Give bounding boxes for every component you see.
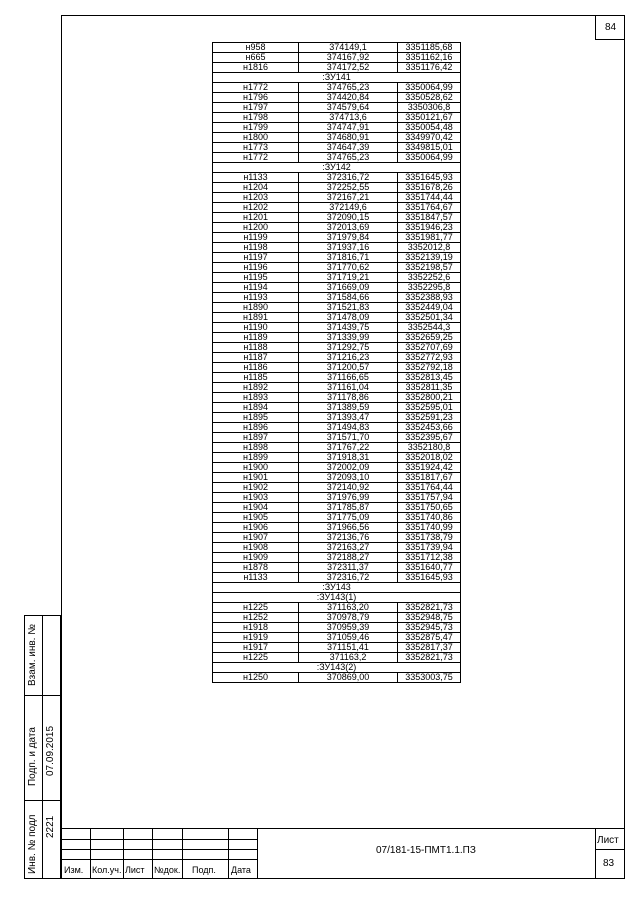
x-coordinate: 372167,21 (299, 193, 398, 203)
section-row (213, 583, 461, 593)
y-coordinate: 3352395,67 (398, 433, 461, 443)
point-id: н1187 (213, 353, 299, 363)
x-coordinate: 372316,72 (299, 173, 398, 183)
table-row (213, 483, 461, 493)
table-row (213, 503, 461, 513)
point-id: н1772 (213, 83, 299, 93)
x-coordinate: 371719,21 (299, 273, 398, 283)
x-coordinate: 371767,22 (299, 443, 398, 453)
table-row (213, 123, 461, 133)
point-id: н1906 (213, 523, 299, 533)
y-coordinate: 3352252,6 (398, 273, 461, 283)
table-row (213, 513, 461, 523)
point-id: н1907 (213, 533, 299, 543)
point-id: н1199 (213, 233, 299, 243)
x-coordinate: 371161,04 (299, 383, 398, 393)
x-coordinate: 372013,69 (299, 223, 398, 233)
y-coordinate: 3351764,67 (398, 203, 461, 213)
y-coordinate: 3352821,73 (398, 603, 461, 613)
y-coordinate: 3351176,42 (398, 63, 461, 73)
point-id: н1893 (213, 393, 299, 403)
y-coordinate: 3351847,57 (398, 213, 461, 223)
x-coordinate: 372140,92 (299, 483, 398, 493)
y-coordinate: 3351924,42 (398, 463, 461, 473)
point-id: н1190 (213, 323, 299, 333)
y-coordinate: 3351640,77 (398, 563, 461, 573)
x-coordinate: 371163,20 (299, 603, 398, 613)
point-id: н1203 (213, 193, 299, 203)
y-coordinate: 3351817,67 (398, 473, 461, 483)
point-id: н1900 (213, 463, 299, 473)
x-coordinate: 371389,59 (299, 403, 398, 413)
y-coordinate: 3350064,99 (398, 83, 461, 93)
podp-label: Подп. и дата (27, 727, 38, 786)
table-row (213, 573, 461, 583)
table-row (213, 53, 461, 63)
x-coordinate: 371494,83 (299, 423, 398, 433)
x-coordinate: 371937,16 (299, 243, 398, 253)
table-row (213, 203, 461, 213)
x-coordinate: 371178,86 (299, 393, 398, 403)
table-row (213, 323, 461, 333)
y-coordinate: 3351645,93 (398, 573, 461, 583)
x-coordinate: 372316,72 (299, 573, 398, 583)
point-id: н1901 (213, 473, 299, 483)
sheet-number: 83 (603, 858, 615, 869)
x-coordinate: 374713,6 (299, 113, 398, 123)
title-block (61, 828, 625, 879)
y-coordinate: 3352659,25 (398, 333, 461, 343)
x-coordinate: 371439,75 (299, 323, 398, 333)
y-coordinate: 3351764,44 (398, 483, 461, 493)
x-coordinate: 372093,10 (299, 473, 398, 483)
point-id: н1201 (213, 213, 299, 223)
y-coordinate: 3352453,66 (398, 423, 461, 433)
x-coordinate: 371571,70 (299, 433, 398, 443)
table-row (213, 193, 461, 203)
table-row (213, 43, 461, 53)
point-id: н1225 (213, 603, 299, 613)
point-id: н1186 (213, 363, 299, 373)
point-id: н1891 (213, 313, 299, 323)
x-coordinate: 374765,23 (299, 83, 398, 93)
point-id: н1189 (213, 333, 299, 343)
point-id: н1899 (213, 453, 299, 463)
table-row (213, 633, 461, 643)
table-row (213, 153, 461, 163)
x-coordinate: 371770,62 (299, 263, 398, 273)
y-coordinate: 3352591,23 (398, 413, 461, 423)
point-id: н1904 (213, 503, 299, 513)
table-row (213, 523, 461, 533)
table-row (213, 143, 461, 153)
x-coordinate: 372163,27 (299, 543, 398, 553)
point-id: н1193 (213, 293, 299, 303)
section-label: :ЗУ143(2) (213, 663, 461, 673)
table-row (213, 343, 461, 353)
y-coordinate: 3352295,8 (398, 283, 461, 293)
col-izm: Изм. (64, 865, 84, 875)
y-coordinate: 3352800,21 (398, 393, 461, 403)
point-id: н1133 (213, 573, 299, 583)
x-coordinate: 372090,15 (299, 213, 398, 223)
point-id: н1878 (213, 563, 299, 573)
point-id: н1890 (213, 303, 299, 313)
sheet-label: Лист (597, 835, 619, 846)
point-id: н1896 (213, 423, 299, 433)
x-coordinate: 371339,99 (299, 333, 398, 343)
table-row (213, 273, 461, 283)
table-row (213, 613, 461, 623)
table-row (213, 423, 461, 433)
table-row (213, 673, 461, 683)
table-row (213, 213, 461, 223)
point-id: н1133 (213, 173, 299, 183)
table-row (213, 223, 461, 233)
inv-value: 2221 (45, 815, 56, 838)
table-row (213, 443, 461, 453)
table-row (213, 313, 461, 323)
x-coordinate: 374172,52 (299, 63, 398, 73)
point-id: н1909 (213, 553, 299, 563)
x-coordinate: 370959,39 (299, 623, 398, 633)
table-row (213, 413, 461, 423)
document-code: 07/181-15-ПМТ1.1.ПЗ (376, 845, 476, 856)
point-id: н1894 (213, 403, 299, 413)
table-row (213, 373, 461, 383)
table-row (213, 303, 461, 313)
x-coordinate: 374167,92 (299, 53, 398, 63)
col-data: Дата (231, 865, 251, 875)
y-coordinate: 3351645,93 (398, 173, 461, 183)
table-row (213, 173, 461, 183)
y-coordinate: 3351678,26 (398, 183, 461, 193)
y-coordinate: 3353003,75 (398, 673, 461, 683)
inv-label: Инв. № подл (27, 814, 38, 874)
y-coordinate: 3352813,45 (398, 373, 461, 383)
table-row (213, 603, 461, 613)
table-row (213, 493, 461, 503)
page-number: 84 (595, 15, 625, 40)
y-coordinate: 3349970,42 (398, 133, 461, 143)
x-coordinate: 371584,66 (299, 293, 398, 303)
x-coordinate: 374765,23 (299, 153, 398, 163)
point-id: н1799 (213, 123, 299, 133)
point-id: н1898 (213, 443, 299, 453)
table-row (213, 543, 461, 553)
point-id: н958 (213, 43, 299, 53)
x-coordinate: 372149,6 (299, 203, 398, 213)
y-coordinate: 3352012,8 (398, 243, 461, 253)
table-row (213, 283, 461, 293)
x-coordinate: 371816,71 (299, 253, 398, 263)
x-coordinate: 371200,57 (299, 363, 398, 373)
table-row (213, 353, 461, 363)
x-coordinate: 374579,64 (299, 103, 398, 113)
point-id: н1202 (213, 203, 299, 213)
point-id: н1918 (213, 623, 299, 633)
table-row (213, 293, 461, 303)
y-coordinate: 3352501,34 (398, 313, 461, 323)
x-coordinate: 371393,47 (299, 413, 398, 423)
point-id: н1908 (213, 543, 299, 553)
section-label: :ЗУ143 (213, 583, 461, 593)
y-coordinate: 3352449,04 (398, 303, 461, 313)
point-id: н1196 (213, 263, 299, 273)
point-id: н1905 (213, 513, 299, 523)
point-id: н1892 (213, 383, 299, 393)
y-coordinate: 3351739,94 (398, 543, 461, 553)
x-coordinate: 371216,23 (299, 353, 398, 363)
table-row (213, 103, 461, 113)
point-id: н1225 (213, 653, 299, 663)
y-coordinate: 3350121,67 (398, 113, 461, 123)
y-coordinate: 3352945,73 (398, 623, 461, 633)
side-stamp (24, 615, 61, 879)
point-id: н1195 (213, 273, 299, 283)
point-id: н1917 (213, 643, 299, 653)
point-id: н1895 (213, 413, 299, 423)
y-coordinate: 3351740,99 (398, 523, 461, 533)
col-ndok: №док. (154, 865, 181, 875)
section-row (213, 663, 461, 673)
section-row (213, 163, 461, 173)
y-coordinate: 3351185,68 (398, 43, 461, 53)
point-id: н1919 (213, 633, 299, 643)
table-row (213, 263, 461, 273)
x-coordinate: 370869,00 (299, 673, 398, 683)
table-row (213, 473, 461, 483)
table-row (213, 83, 461, 93)
point-id: н1816 (213, 63, 299, 73)
y-coordinate: 3350306,8 (398, 103, 461, 113)
x-coordinate: 372188,27 (299, 553, 398, 563)
table-row (213, 463, 461, 473)
y-coordinate: 3352544,3 (398, 323, 461, 333)
point-id: н1772 (213, 153, 299, 163)
table-row (213, 253, 461, 263)
table-row (213, 563, 461, 573)
section-label: :ЗУ141 (213, 73, 461, 83)
x-coordinate: 374747,91 (299, 123, 398, 133)
y-coordinate: 3351738,79 (398, 533, 461, 543)
col-podp: Подп. (192, 865, 216, 875)
y-coordinate: 3352388,93 (398, 293, 461, 303)
table-row (213, 453, 461, 463)
table-row (213, 363, 461, 373)
x-coordinate: 370978,79 (299, 613, 398, 623)
x-coordinate: 371918,31 (299, 453, 398, 463)
y-coordinate: 3352018,02 (398, 453, 461, 463)
podp-date: 07.09.2015 (45, 725, 56, 776)
point-id: н1897 (213, 433, 299, 443)
y-coordinate: 3352595,01 (398, 403, 461, 413)
y-coordinate: 3350054,48 (398, 123, 461, 133)
point-id: н1800 (213, 133, 299, 143)
x-coordinate: 371059,46 (299, 633, 398, 643)
y-coordinate: 3351744,44 (398, 193, 461, 203)
table-row (213, 653, 461, 663)
point-id: н1903 (213, 493, 299, 503)
table-row (213, 433, 461, 443)
point-id: н1902 (213, 483, 299, 493)
point-id: н1252 (213, 613, 299, 623)
point-id: н1188 (213, 343, 299, 353)
y-coordinate: 3352792,18 (398, 363, 461, 373)
y-coordinate: 3352821,73 (398, 653, 461, 663)
x-coordinate: 374647,39 (299, 143, 398, 153)
x-coordinate: 371785,87 (299, 503, 398, 513)
table-row (213, 243, 461, 253)
y-coordinate: 3352817,37 (398, 643, 461, 653)
table-row (213, 553, 461, 563)
point-id: н1200 (213, 223, 299, 233)
section-row (213, 593, 461, 603)
point-id: н1197 (213, 253, 299, 263)
vzam-label: Взам. инв. № (27, 624, 38, 686)
table-row (213, 133, 461, 143)
y-coordinate: 3352180,8 (398, 443, 461, 453)
x-coordinate: 372311,37 (299, 563, 398, 573)
x-coordinate: 372002,09 (299, 463, 398, 473)
point-id: н1194 (213, 283, 299, 293)
x-coordinate: 371166,65 (299, 373, 398, 383)
table-row (213, 63, 461, 73)
point-id: н665 (213, 53, 299, 63)
x-coordinate: 374420,84 (299, 93, 398, 103)
y-coordinate: 3350528,62 (398, 93, 461, 103)
y-coordinate: 3351162,16 (398, 53, 461, 63)
y-coordinate: 3351981,77 (398, 233, 461, 243)
y-coordinate: 3352875,47 (398, 633, 461, 643)
table-row (213, 383, 461, 393)
x-coordinate: 371669,09 (299, 283, 398, 293)
point-id: н1773 (213, 143, 299, 153)
y-coordinate: 3352139,19 (398, 253, 461, 263)
y-coordinate: 3350064,99 (398, 153, 461, 163)
table-row (213, 533, 461, 543)
y-coordinate: 3352811,35 (398, 383, 461, 393)
point-id: н1198 (213, 243, 299, 253)
point-id: н1204 (213, 183, 299, 193)
point-id: н1796 (213, 93, 299, 103)
x-coordinate: 371151,41 (299, 643, 398, 653)
table-row (213, 233, 461, 243)
coordinates-table (212, 42, 461, 683)
point-id: н1250 (213, 673, 299, 683)
y-coordinate: 3351740,86 (398, 513, 461, 523)
y-coordinate: 3349815,01 (398, 143, 461, 153)
section-label: :ЗУ143(1) (213, 593, 461, 603)
x-coordinate: 371163,2 (299, 653, 398, 663)
x-coordinate: 374680,91 (299, 133, 398, 143)
x-coordinate: 371292,75 (299, 343, 398, 353)
y-coordinate: 3351750,65 (398, 503, 461, 513)
x-coordinate: 371966,56 (299, 523, 398, 533)
x-coordinate: 371521,83 (299, 303, 398, 313)
table-row (213, 333, 461, 343)
point-id: н1797 (213, 103, 299, 113)
x-coordinate: 371478,09 (299, 313, 398, 323)
y-coordinate: 3351712,38 (398, 553, 461, 563)
y-coordinate: 3351946,23 (398, 223, 461, 233)
col-list: Лист (125, 865, 145, 875)
x-coordinate: 371976,99 (299, 493, 398, 503)
x-coordinate: 372136,76 (299, 533, 398, 543)
table-row (213, 403, 461, 413)
y-coordinate: 3352198,57 (398, 263, 461, 273)
y-coordinate: 3352948,75 (398, 613, 461, 623)
x-coordinate: 371979,84 (299, 233, 398, 243)
y-coordinate: 3352772,93 (398, 353, 461, 363)
x-coordinate: 371775,09 (299, 513, 398, 523)
table-row (213, 393, 461, 403)
section-row (213, 73, 461, 83)
table-row (213, 643, 461, 653)
y-coordinate: 3352707,69 (398, 343, 461, 353)
col-kolich: Кол.уч. (92, 865, 122, 875)
section-label: :ЗУ142 (213, 163, 461, 173)
point-id: н1185 (213, 373, 299, 383)
point-id: н1798 (213, 113, 299, 123)
x-coordinate: 374149,1 (299, 43, 398, 53)
x-coordinate: 372252,55 (299, 183, 398, 193)
table-row (213, 623, 461, 633)
table-row (213, 183, 461, 193)
table-row (213, 113, 461, 123)
table-row (213, 93, 461, 103)
y-coordinate: 3351757,94 (398, 493, 461, 503)
